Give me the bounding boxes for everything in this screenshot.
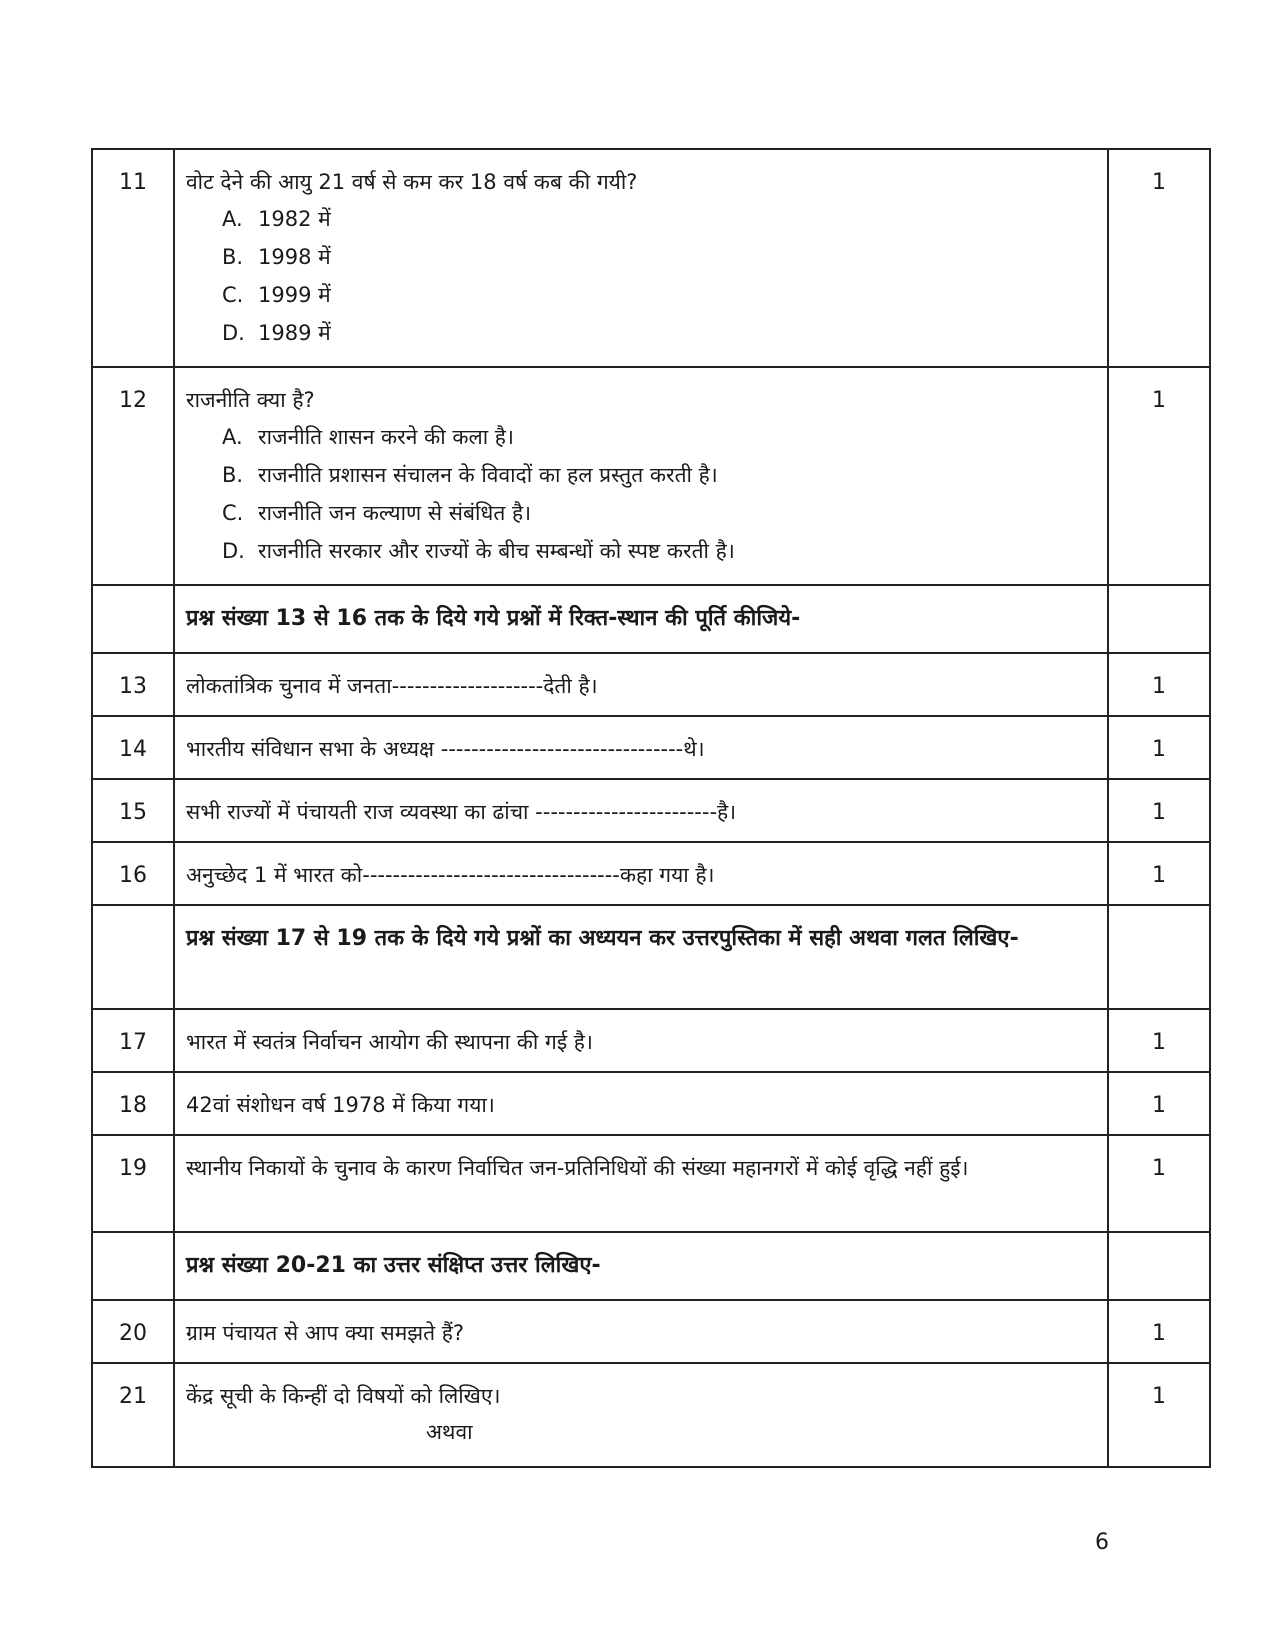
option-text: राजनीति शासन करने की कला है।	[258, 425, 514, 449]
question-cell	[174, 149, 1108, 367]
section-heading: प्रश्न संख्या 13 से 16 तक के दिये गये प्रश्नों में रिक्त-स्थान की पूर्ति कीजिये-	[174, 585, 1108, 653]
section-heading: प्रश्न संख्या 20-21 का उत्तर संक्षिप्त उत्तर लिखिए-	[174, 1232, 1108, 1300]
empty-number-cell	[92, 1232, 174, 1300]
marks-cell: 1	[1108, 779, 1210, 842]
question-text: केंद्र सूची के किन्हीं दो विषयों को लिखिए।	[186, 1384, 501, 1408]
marks-cell: 1	[1108, 653, 1210, 716]
option-text: राजनीति जन कल्याण से संबंधित है।	[258, 501, 532, 525]
question-row-13	[92, 653, 1210, 716]
question-row-14	[92, 716, 1210, 779]
options-list	[186, 200, 1097, 352]
option-text: राजनीति प्रशासन संचालन के विवादों का हल प्रस्तुत करती है।	[258, 463, 718, 487]
option-text: 1999 में	[258, 283, 331, 307]
question-number: 11	[92, 149, 174, 367]
question-text: भारतीय संविधान सभा के अध्यक्ष --------------------------------थे।	[174, 716, 1108, 779]
question-cell	[174, 367, 1108, 585]
marks-cell: 1	[1108, 1363, 1210, 1467]
option-a	[222, 418, 1097, 456]
empty-number-cell	[92, 905, 174, 1009]
empty-number-cell	[92, 585, 174, 653]
question-text: भारत में स्वतंत्र निर्वाचन आयोग की स्थापना की गई है।	[174, 1009, 1108, 1072]
question-text: वोट देने की आयु 21 वर्ष से कम कर 18 वर्ष कब की गयी?	[186, 170, 638, 194]
question-number: 13	[92, 653, 174, 716]
option-text: 1982 में	[258, 207, 331, 231]
option-letter: C.	[222, 283, 244, 307]
option-letter: B.	[222, 463, 244, 487]
question-row-21	[92, 1363, 1210, 1467]
question-text: अनुच्छेद 1 में भारत को----------------------------------कहा गया है।	[174, 842, 1108, 905]
question-row-18	[92, 1072, 1210, 1135]
option-letter: D.	[222, 321, 245, 345]
question-row-11	[92, 149, 1210, 367]
question-row-16	[92, 842, 1210, 905]
or-label: अथवा	[426, 1420, 473, 1444]
question-row-12	[92, 367, 1210, 585]
option-text: 1998 में	[258, 245, 331, 269]
section-row-short-answer	[92, 1232, 1210, 1300]
option-letter: C.	[222, 501, 244, 525]
question-text: राजनीति क्या है?	[186, 388, 315, 412]
question-text: स्थानीय निकायों के चुनाव के कारण निर्वाचित जन-प्रतिनिधियों की संख्या महानगरों में कोई वृद्धि नहीं हुई।	[174, 1135, 1108, 1232]
option-letter: A.	[222, 207, 243, 231]
page-number: 6	[1095, 1530, 1109, 1555]
section-heading: प्रश्न संख्या 17 से 19 तक के दिये गये प्रश्नों का अध्ययन कर उत्तरपुस्तिका में सही अथवा गलत लिखिए-	[174, 905, 1108, 1009]
question-text: लोकतांत्रिक चुनाव में जनता--------------------देती है।	[174, 653, 1108, 716]
option-text: 1989 में	[258, 321, 331, 345]
question-number: 18	[92, 1072, 174, 1135]
marks-cell: 1	[1108, 1135, 1210, 1232]
question-number: 21	[92, 1363, 174, 1467]
marks-cell: 1	[1108, 1009, 1210, 1072]
marks-cell: 1	[1108, 149, 1210, 367]
question-number: 19	[92, 1135, 174, 1232]
option-c	[222, 276, 1097, 314]
question-row-19	[92, 1135, 1210, 1232]
option-d	[222, 532, 1097, 570]
question-text: 42वां संशोधन वर्ष 1978 में किया गया।	[174, 1072, 1108, 1135]
option-c	[222, 494, 1097, 532]
question-number: 20	[92, 1300, 174, 1363]
empty-marks-cell	[1108, 905, 1210, 1009]
marks-cell: 1	[1108, 1072, 1210, 1135]
empty-marks-cell	[1108, 585, 1210, 653]
marks-cell: 1	[1108, 716, 1210, 779]
options-list	[186, 418, 1097, 570]
question-row-15	[92, 779, 1210, 842]
empty-marks-cell	[1108, 1232, 1210, 1300]
section-row-fill-blanks	[92, 585, 1210, 653]
option-a	[222, 200, 1097, 238]
option-b	[222, 238, 1097, 276]
option-letter: A.	[222, 425, 243, 449]
question-row-17	[92, 1009, 1210, 1072]
section-row-true-false	[92, 905, 1210, 1009]
question-table	[91, 148, 1211, 1468]
question-number: 12	[92, 367, 174, 585]
marks-cell: 1	[1108, 1300, 1210, 1363]
question-number: 16	[92, 842, 174, 905]
option-letter: D.	[222, 539, 245, 563]
option-text: राजनीति सरकार और राज्यों के बीच सम्बन्धों को स्पष्ट करती है।	[258, 539, 735, 563]
marks-cell: 1	[1108, 842, 1210, 905]
question-text: सभी राज्यों में पंचायती राज व्यवस्था का ढांचा ------------------------है।	[174, 779, 1108, 842]
question-number: 17	[92, 1009, 174, 1072]
question-number: 15	[92, 779, 174, 842]
question-text: ग्राम पंचायत से आप क्या समझते हैं?	[174, 1300, 1108, 1363]
option-b	[222, 456, 1097, 494]
question-row-20	[92, 1300, 1210, 1363]
question-number: 14	[92, 716, 174, 779]
question-cell	[174, 1363, 1108, 1467]
marks-cell: 1	[1108, 367, 1210, 585]
option-letter: B.	[222, 245, 244, 269]
option-d	[222, 314, 1097, 352]
